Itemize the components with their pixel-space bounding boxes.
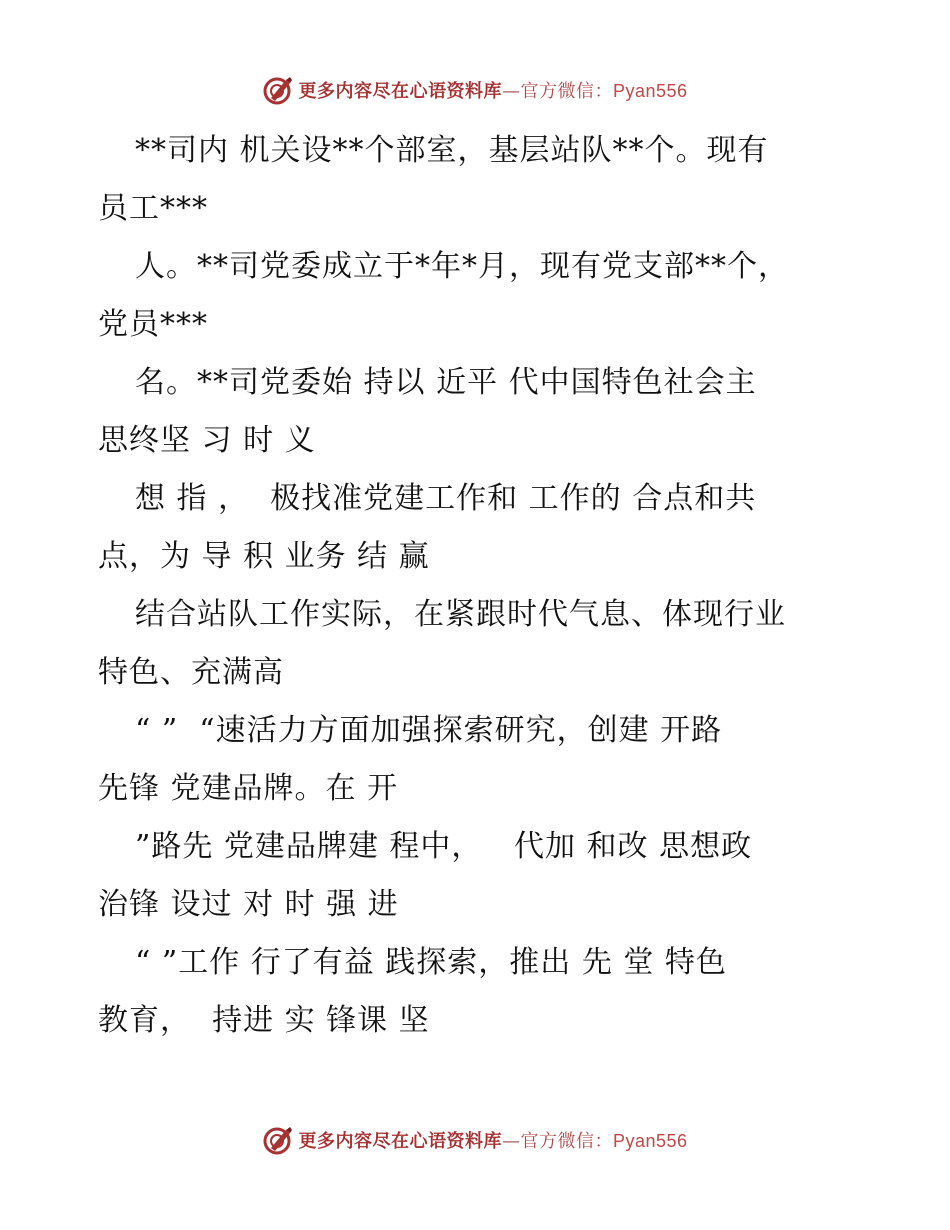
- watermark-separator: —: [501, 81, 521, 102]
- text-line: “ ”工作 行了有益 践探索，推出 先 堂 特色: [135, 945, 727, 980]
- text-line: 点，为 导 积 业务 结 赢: [98, 539, 430, 574]
- watermark-label: 官方微信：: [520, 1131, 613, 1152]
- text-line: 思终坚 习 时 义: [98, 423, 316, 458]
- text-line: ”路先 党建品牌建 程中， 代加 和改 思想政: [135, 829, 753, 864]
- header-watermark: [0, 70, 950, 110]
- pen-logo-icon: [262, 1124, 294, 1156]
- pen-logo-icon: [262, 74, 294, 106]
- paragraph: [98, 238, 858, 354]
- text-line: 员工***: [98, 191, 208, 226]
- text-line: “ ” “速活力方面加强探索研究，创建 开路: [135, 713, 723, 748]
- paragraph: [98, 818, 858, 934]
- watermark-site-text: 更多内容尽在心语资料库: [298, 81, 502, 102]
- text-line: 治锋 设过 对 时 强 进: [98, 887, 399, 922]
- text-line: 党员***: [98, 307, 208, 342]
- text-line: 人。**司党委成立于*年*月，现有党支部**个，: [135, 249, 789, 284]
- watermark-separator: —: [501, 1131, 521, 1152]
- paragraph: [98, 702, 858, 818]
- footer-watermark: [0, 1120, 950, 1160]
- text-line: 教育， 持进 实 锋课 坚: [98, 1003, 430, 1038]
- paragraph: [98, 354, 858, 470]
- text-line: 名。**司党委始 持以 近平 代中国特色社会主: [135, 365, 757, 400]
- watermark-id: Pyan556: [612, 81, 688, 101]
- text-line: **司内 机关设**个部室，基层站队**个。现有: [135, 133, 769, 168]
- paragraph: [98, 934, 858, 1050]
- paragraph: [98, 122, 858, 238]
- text-line: 特色、充满高: [98, 655, 284, 690]
- text-line: 想 指 ， 极找准党建工作和 工作的 合点和共: [135, 481, 757, 516]
- watermark-site-text: 更多内容尽在心语资料库: [298, 1131, 502, 1152]
- text-line: 结合站队工作实际，在紧跟时代气息、体现行业: [135, 597, 786, 632]
- text-line: 先锋 党建品牌。在 开: [98, 771, 399, 806]
- watermark-id: Pyan556: [612, 1131, 688, 1151]
- document-body: [98, 122, 858, 1050]
- paragraph: [98, 586, 858, 702]
- paragraph: [98, 470, 858, 586]
- watermark-label: 官方微信：: [520, 81, 613, 102]
